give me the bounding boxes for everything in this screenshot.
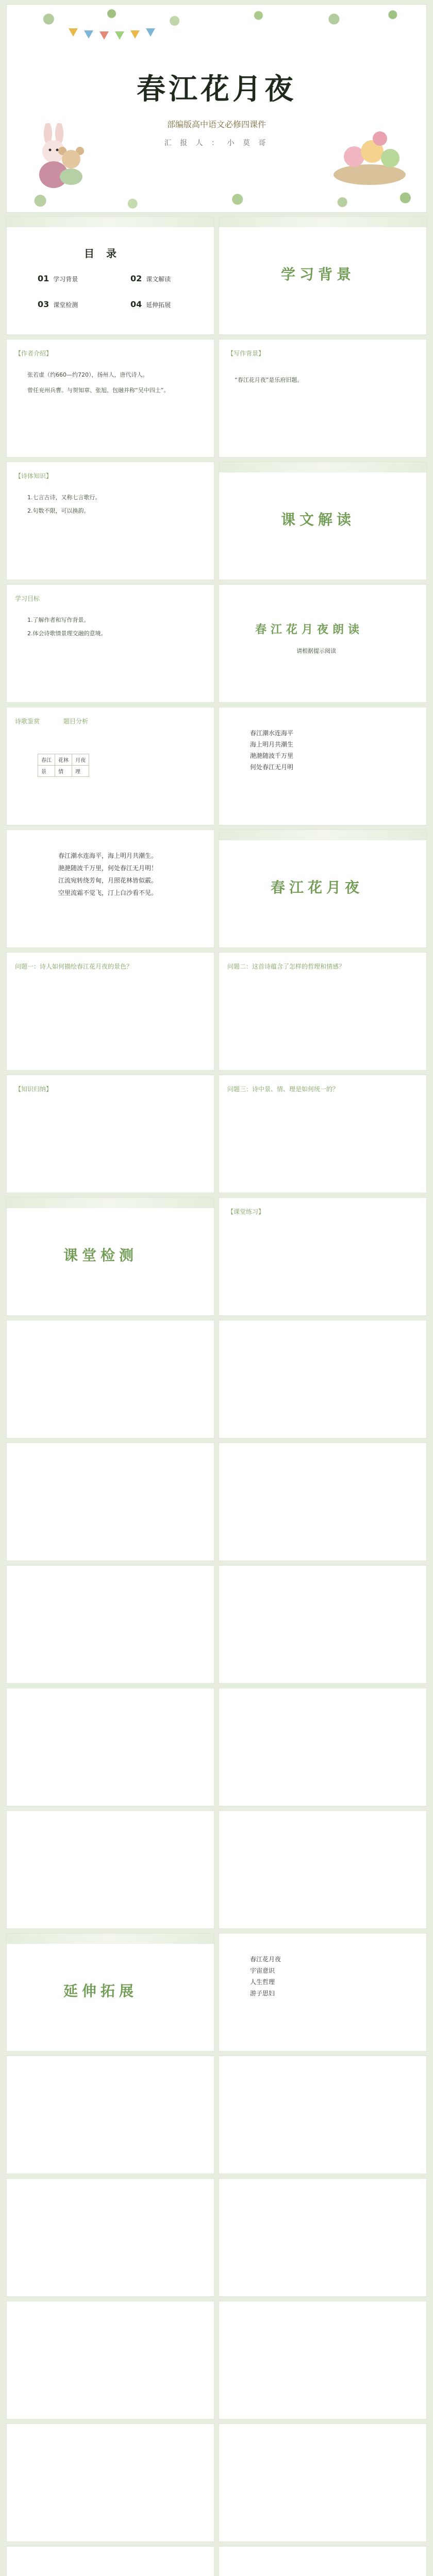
extend-line-4: 游子思妇 xyxy=(250,1990,275,1997)
content-slide-n xyxy=(219,2178,427,2297)
style-knowledge-label: 【诗体知识】 xyxy=(15,472,53,480)
bear-illustration xyxy=(53,144,89,185)
question-1-label: 问题一：诗人如何描绘春江花月夜的景色？ xyxy=(15,963,133,970)
class-test-title-slide xyxy=(6,1197,214,1316)
extend-lines-slide xyxy=(219,1933,427,2052)
reading-line-1: 春江潮水连海平 xyxy=(250,730,294,737)
poem-line-1: 春江潮水连海平，海上明月共潮生。 xyxy=(58,852,158,859)
study-background-slide xyxy=(219,216,427,335)
toc-heading: 目 录 xyxy=(84,247,121,260)
text-reading-slide xyxy=(219,462,427,580)
reading-line-4: 何处春江无月明 xyxy=(250,764,294,771)
content-slide-q xyxy=(6,2424,214,2542)
bunting-flags xyxy=(69,25,182,46)
hero-title: 春江花月夜 xyxy=(137,72,296,106)
author-intro-text-2: 曾任兖州兵曹。与贺知章、张旭、包融并称“吴中四士”。 xyxy=(27,387,170,394)
extend-line-3: 人生哲理 xyxy=(250,1978,275,1986)
poem-section-title: 春江花月夜 xyxy=(271,879,364,896)
content-slide-i xyxy=(6,1810,214,1929)
learning-goal-slide xyxy=(6,584,214,703)
goal-text-2: 2.体会诗歌情景理交融的意境。 xyxy=(27,630,107,637)
question-2-slide xyxy=(219,952,427,1071)
hero-author: 汇 报 人 ： 小 莫 哥 xyxy=(164,139,269,147)
reading-line-3: 滟滟随波千万里 xyxy=(250,752,294,759)
practice-slide xyxy=(219,1197,427,1316)
content-slide-b xyxy=(219,1320,427,1438)
extend-line-2: 宇宙意识 xyxy=(250,1967,275,1974)
toc-item-2[interactable]: 02 课文解读 xyxy=(130,274,171,283)
style-knowledge-slide xyxy=(6,462,214,580)
content-slide-t xyxy=(219,2546,427,2576)
question-1-slide xyxy=(6,952,214,1071)
reading-title: 春江花月夜朗读 xyxy=(255,623,364,636)
analysis-table: 春江 花林 月夜 景 情 理 xyxy=(38,754,89,777)
content-slide-s xyxy=(6,2546,214,2576)
tag-title-analysis: 题目分析 xyxy=(63,718,89,725)
extend-title: 延伸拓展 xyxy=(63,1982,138,1999)
content-slide-j xyxy=(219,1810,427,1929)
extend-line-1: 春江花月夜 xyxy=(250,1956,281,1963)
content-slide-p xyxy=(219,2301,427,2419)
tag-appreciation: 诗歌鉴赏 xyxy=(15,718,40,725)
content-slide-d xyxy=(219,1443,427,1561)
writing-background-text: “春江花月夜”是乐府旧题。 xyxy=(235,377,303,383)
knowledge-label: 【知识归纳】 xyxy=(15,1086,53,1093)
question-2-label: 问题二：这首诗蕴含了怎样的哲理和情感？ xyxy=(227,963,345,970)
reading-lines-slide xyxy=(219,707,427,825)
goal-text-1: 1.了解作者和写作背景。 xyxy=(27,617,90,623)
knowledge-summary-slide xyxy=(6,1075,214,1193)
content-slide-c xyxy=(6,1443,214,1561)
extend-title-slide xyxy=(6,1933,214,2052)
reading-subtitle: 请根据提示阅读 xyxy=(296,648,336,654)
question-3-slide xyxy=(219,1075,427,1193)
poem-line-4: 空里流霜不觉飞，汀上白沙看不见。 xyxy=(58,889,158,896)
vine-decoration-bottom xyxy=(7,183,426,212)
content-slide-m xyxy=(6,2178,214,2297)
poem-line-2: 滟滟随波千万里，何处春江无月明！ xyxy=(58,865,158,872)
style-text-2: 2.句数不限，可以换韵。 xyxy=(27,507,90,514)
content-slide-k xyxy=(6,2056,214,2174)
toc-slide xyxy=(6,216,214,335)
practice-label: 【课堂练习】 xyxy=(227,1208,265,1215)
content-slide-e xyxy=(6,1565,214,1684)
appreciation-slide xyxy=(6,707,214,825)
toc-item-3[interactable]: 03 课堂检测 xyxy=(38,299,78,309)
hero-slide xyxy=(6,4,427,213)
content-slide-g xyxy=(6,1688,214,1806)
content-slide-o xyxy=(6,2301,214,2419)
text-reading-title: 课文解读 xyxy=(281,511,356,528)
author-intro-label: 【作者介绍】 xyxy=(15,350,53,357)
toc-item-4[interactable]: 04 延伸拓展 xyxy=(130,299,171,309)
writing-background-slide xyxy=(219,339,427,457)
learning-goal-label: 学习目标 xyxy=(15,595,40,602)
author-intro-text-1: 张若虚（约660—约720），扬州人，唐代诗人。 xyxy=(27,371,148,378)
content-slide-a xyxy=(6,1320,214,1438)
style-text-1: 1.七言古诗，又称七言歌行。 xyxy=(27,494,101,501)
writing-background-label: 【写作背景】 xyxy=(227,350,265,357)
class-test-title: 课堂检测 xyxy=(63,1247,138,1264)
content-slide-l xyxy=(219,2056,427,2174)
question-3-label: 问题三：诗中景、情、理是如何统一的？ xyxy=(227,1086,339,1093)
reading-slide xyxy=(219,584,427,703)
poem-excerpt-slide xyxy=(6,829,214,948)
content-slide-h xyxy=(219,1688,427,1806)
author-intro-slide xyxy=(6,339,214,457)
toc-item-1[interactable]: 01 学习背景 xyxy=(38,274,78,283)
content-slide-r xyxy=(219,2424,427,2542)
study-background-title: 学习背景 xyxy=(281,266,356,283)
hero-subtitle: 部编版高中语文必修四课件 xyxy=(166,120,266,129)
poem-line-3: 江流宛转绕芳甸，月照花林皆似霰。 xyxy=(58,877,158,884)
content-slide-f xyxy=(219,1565,427,1684)
flower-basket-illustration xyxy=(323,108,416,190)
poem-title-slide xyxy=(219,829,427,948)
reading-line-2: 海上明月共潮生 xyxy=(250,741,294,748)
